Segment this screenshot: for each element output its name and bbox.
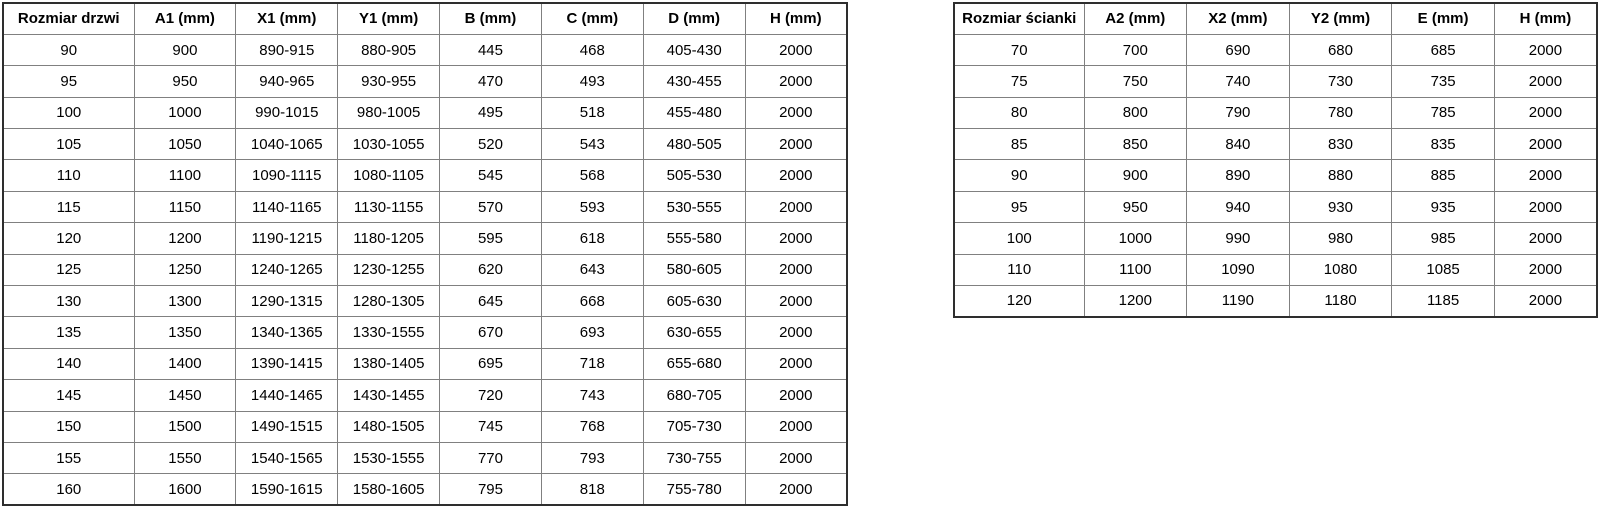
- column-header: Y2 (mm): [1289, 3, 1392, 34]
- table-cell: 1100: [134, 160, 236, 191]
- wall-sizes-table: [953, 2, 1598, 318]
- table-cell: 595: [440, 223, 542, 254]
- table-cell: 950: [1084, 191, 1187, 222]
- table-row: [3, 348, 847, 379]
- table-cell: 530-555: [643, 191, 745, 222]
- column-header: Rozmiar drzwi: [3, 3, 134, 34]
- table-cell: 1490-1515: [236, 411, 338, 442]
- table-cell: 643: [541, 254, 643, 285]
- table-cell: 468: [541, 34, 643, 65]
- column-header: C (mm): [541, 3, 643, 34]
- table-cell: 730-755: [643, 442, 745, 473]
- table-cell: 850: [1084, 129, 1187, 160]
- table-cell: 668: [541, 286, 643, 317]
- table-cell: 2000: [745, 160, 847, 191]
- table-cell: 430-455: [643, 66, 745, 97]
- table-cell: 940-965: [236, 66, 338, 97]
- table-cell: 793: [541, 442, 643, 473]
- table-row: [3, 223, 847, 254]
- table-cell: 2000: [1494, 160, 1597, 191]
- table-cell: 1580-1605: [338, 474, 440, 505]
- table-cell: 70: [954, 34, 1084, 65]
- table-cell: 985: [1392, 223, 1495, 254]
- table-cell: 95: [3, 66, 134, 97]
- table-cell: 670: [440, 317, 542, 348]
- table-cell: 780: [1289, 97, 1392, 128]
- table-cell: 90: [3, 34, 134, 65]
- table-cell: 1090: [1187, 254, 1290, 285]
- table-cell: 2000: [745, 380, 847, 411]
- table-cell: 2000: [1494, 191, 1597, 222]
- table-cell: 470: [440, 66, 542, 97]
- table-cell: 1590-1615: [236, 474, 338, 505]
- table-cell: 518: [541, 97, 643, 128]
- table-cell: 890: [1187, 160, 1290, 191]
- table-row: [954, 223, 1597, 254]
- table-row: [3, 97, 847, 128]
- table-row: [954, 129, 1597, 160]
- column-header: Y1 (mm): [338, 3, 440, 34]
- table-row: [3, 286, 847, 317]
- table-cell: 105: [3, 129, 134, 160]
- header-row: [954, 3, 1597, 34]
- table-cell: 2000: [745, 411, 847, 442]
- table-row: [954, 34, 1597, 65]
- table-cell: 145: [3, 380, 134, 411]
- table-cell: 130: [3, 286, 134, 317]
- table-cell: 2000: [745, 286, 847, 317]
- table-cell: 685: [1392, 34, 1495, 65]
- column-header: B (mm): [440, 3, 542, 34]
- table-cell: 680-705: [643, 380, 745, 411]
- table-cell: 680: [1289, 34, 1392, 65]
- table-cell: 2000: [1494, 97, 1597, 128]
- table-row: [3, 380, 847, 411]
- table-cell: 1290-1315: [236, 286, 338, 317]
- table-cell: 95: [954, 191, 1084, 222]
- table-row: [954, 286, 1597, 317]
- table-cell: 990: [1187, 223, 1290, 254]
- table-cell: 110: [954, 254, 1084, 285]
- table-cell: 840: [1187, 129, 1290, 160]
- table-cell: 630-655: [643, 317, 745, 348]
- table-cell: 2000: [745, 97, 847, 128]
- table-cell: 1530-1555: [338, 442, 440, 473]
- table-cell: 1190-1215: [236, 223, 338, 254]
- table-cell: 1185: [1392, 286, 1495, 317]
- table-cell: 1090-1115: [236, 160, 338, 191]
- table-cell: 1200: [1084, 286, 1187, 317]
- table-cell: 950: [134, 66, 236, 97]
- table-cell: 1430-1455: [338, 380, 440, 411]
- column-header: Rozmiar ścianki: [954, 3, 1084, 34]
- table-cell: 520: [440, 129, 542, 160]
- table-cell: 100: [3, 97, 134, 128]
- table-cell: 2000: [745, 474, 847, 505]
- table-cell: 1150: [134, 191, 236, 222]
- table-cell: 795: [440, 474, 542, 505]
- table-cell: 935: [1392, 191, 1495, 222]
- table-cell: 1450: [134, 380, 236, 411]
- table-cell: 2000: [745, 223, 847, 254]
- table-cell: 85: [954, 129, 1084, 160]
- table-cell: 155: [3, 442, 134, 473]
- table-cell: 1080-1105: [338, 160, 440, 191]
- column-header: A2 (mm): [1084, 3, 1187, 34]
- table-cell: 495: [440, 97, 542, 128]
- table-cell: 1030-1055: [338, 129, 440, 160]
- door-sizes-table: [2, 2, 848, 506]
- table-cell: 1390-1415: [236, 348, 338, 379]
- column-header: D (mm): [643, 3, 745, 34]
- table-cell: 115: [3, 191, 134, 222]
- table-cell: 618: [541, 223, 643, 254]
- table-cell: 930: [1289, 191, 1392, 222]
- table-cell: 2000: [1494, 286, 1597, 317]
- table-row: [954, 160, 1597, 191]
- table-cell: 543: [541, 129, 643, 160]
- table-cell: 645: [440, 286, 542, 317]
- table-cell: 835: [1392, 129, 1495, 160]
- table-cell: 110: [3, 160, 134, 191]
- table-cell: 1440-1465: [236, 380, 338, 411]
- table-cell: 1180-1205: [338, 223, 440, 254]
- table-cell: 818: [541, 474, 643, 505]
- table-cell: 405-430: [643, 34, 745, 65]
- table-cell: 1500: [134, 411, 236, 442]
- table-cell: 720: [440, 380, 542, 411]
- table-cell: 880-905: [338, 34, 440, 65]
- table-row: [3, 191, 847, 222]
- table-cell: 1550: [134, 442, 236, 473]
- table-row: [3, 160, 847, 191]
- table-cell: 1000: [134, 97, 236, 128]
- table-cell: 568: [541, 160, 643, 191]
- table-row: [3, 254, 847, 285]
- table-cell: 695: [440, 348, 542, 379]
- header-row: [3, 3, 847, 34]
- table-cell: 2000: [745, 348, 847, 379]
- table-cell: 880: [1289, 160, 1392, 191]
- table-cell: 605-630: [643, 286, 745, 317]
- table-row: [3, 34, 847, 65]
- table-cell: 768: [541, 411, 643, 442]
- table-cell: 2000: [745, 191, 847, 222]
- table-row: [3, 317, 847, 348]
- table-row: [3, 129, 847, 160]
- table-cell: 770: [440, 442, 542, 473]
- table-cell: 2000: [1494, 129, 1597, 160]
- table-cell: 2000: [745, 129, 847, 160]
- table-cell: 785: [1392, 97, 1495, 128]
- table-cell: 120: [3, 223, 134, 254]
- table-cell: 2000: [1494, 223, 1597, 254]
- table-cell: 120: [954, 286, 1084, 317]
- table-cell: 1280-1305: [338, 286, 440, 317]
- table-row: [3, 474, 847, 505]
- table-cell: 980-1005: [338, 97, 440, 128]
- table-cell: 900: [1084, 160, 1187, 191]
- column-header: X2 (mm): [1187, 3, 1290, 34]
- table-cell: 2000: [745, 317, 847, 348]
- column-header: X1 (mm): [236, 3, 338, 34]
- table-cell: 160: [3, 474, 134, 505]
- table-cell: 830: [1289, 129, 1392, 160]
- table-cell: 1230-1255: [338, 254, 440, 285]
- table-cell: 445: [440, 34, 542, 65]
- table-cell: 1130-1155: [338, 191, 440, 222]
- table-cell: 800: [1084, 97, 1187, 128]
- table-cell: 1300: [134, 286, 236, 317]
- table-cell: 1480-1505: [338, 411, 440, 442]
- table-cell: 755-780: [643, 474, 745, 505]
- table-cell: 2000: [1494, 254, 1597, 285]
- table-cell: 1600: [134, 474, 236, 505]
- table-cell: 150: [3, 411, 134, 442]
- table-cell: 2000: [745, 34, 847, 65]
- table-cell: 505-530: [643, 160, 745, 191]
- table-cell: 100: [954, 223, 1084, 254]
- table-row: [3, 411, 847, 442]
- table-row: [954, 191, 1597, 222]
- table-cell: 1040-1065: [236, 129, 338, 160]
- table-cell: 2000: [1494, 34, 1597, 65]
- table-cell: 493: [541, 66, 643, 97]
- table-cell: 705-730: [643, 411, 745, 442]
- table-cell: 1400: [134, 348, 236, 379]
- table-cell: 1140-1165: [236, 191, 338, 222]
- table-cell: 2000: [745, 442, 847, 473]
- table-row: [3, 66, 847, 97]
- table-cell: 570: [440, 191, 542, 222]
- table-cell: 1240-1265: [236, 254, 338, 285]
- table-cell: 2000: [1494, 66, 1597, 97]
- table-cell: 620: [440, 254, 542, 285]
- table-cell: 740: [1187, 66, 1290, 97]
- table-cell: 1340-1365: [236, 317, 338, 348]
- column-header: E (mm): [1392, 3, 1495, 34]
- table-cell: 1080: [1289, 254, 1392, 285]
- table-cell: 990-1015: [236, 97, 338, 128]
- table-cell: 1190: [1187, 286, 1290, 317]
- table-cell: 655-680: [643, 348, 745, 379]
- table-cell: 1540-1565: [236, 442, 338, 473]
- table-cell: 1250: [134, 254, 236, 285]
- table-cell: 1180: [1289, 286, 1392, 317]
- table-cell: 1350: [134, 317, 236, 348]
- table-cell: 1380-1405: [338, 348, 440, 379]
- table-cell: 455-480: [643, 97, 745, 128]
- table-cell: 1000: [1084, 223, 1187, 254]
- table-cell: 735: [1392, 66, 1495, 97]
- table-cell: 593: [541, 191, 643, 222]
- table-cell: 700: [1084, 34, 1187, 65]
- table-cell: 890-915: [236, 34, 338, 65]
- table-cell: 980: [1289, 223, 1392, 254]
- table-cell: 2000: [745, 66, 847, 97]
- table-cell: 480-505: [643, 129, 745, 160]
- column-header: H (mm): [745, 3, 847, 34]
- column-header: H (mm): [1494, 3, 1597, 34]
- table-cell: 718: [541, 348, 643, 379]
- table-row: [954, 66, 1597, 97]
- table-cell: 75: [954, 66, 1084, 97]
- table-cell: 135: [3, 317, 134, 348]
- table-cell: 690: [1187, 34, 1290, 65]
- table-cell: 80: [954, 97, 1084, 128]
- table-cell: 2000: [745, 254, 847, 285]
- table-cell: 580-605: [643, 254, 745, 285]
- table-cell: 745: [440, 411, 542, 442]
- table-cell: 545: [440, 160, 542, 191]
- table-cell: 750: [1084, 66, 1187, 97]
- table-row: [954, 97, 1597, 128]
- table-cell: 693: [541, 317, 643, 348]
- table-row: [3, 442, 847, 473]
- table-cell: 1050: [134, 129, 236, 160]
- table-cell: 1200: [134, 223, 236, 254]
- table-cell: 555-580: [643, 223, 745, 254]
- table-cell: 885: [1392, 160, 1495, 191]
- table-cell: 1085: [1392, 254, 1495, 285]
- table-cell: 140: [3, 348, 134, 379]
- table-row: [954, 254, 1597, 285]
- table-cell: 790: [1187, 97, 1290, 128]
- table-cell: 730: [1289, 66, 1392, 97]
- table-cell: 125: [3, 254, 134, 285]
- table-cell: 930-955: [338, 66, 440, 97]
- column-header: A1 (mm): [134, 3, 236, 34]
- table-cell: 743: [541, 380, 643, 411]
- table-cell: 900: [134, 34, 236, 65]
- table-cell: 1330-1555: [338, 317, 440, 348]
- table-cell: 1100: [1084, 254, 1187, 285]
- table-cell: 940: [1187, 191, 1290, 222]
- table-cell: 90: [954, 160, 1084, 191]
